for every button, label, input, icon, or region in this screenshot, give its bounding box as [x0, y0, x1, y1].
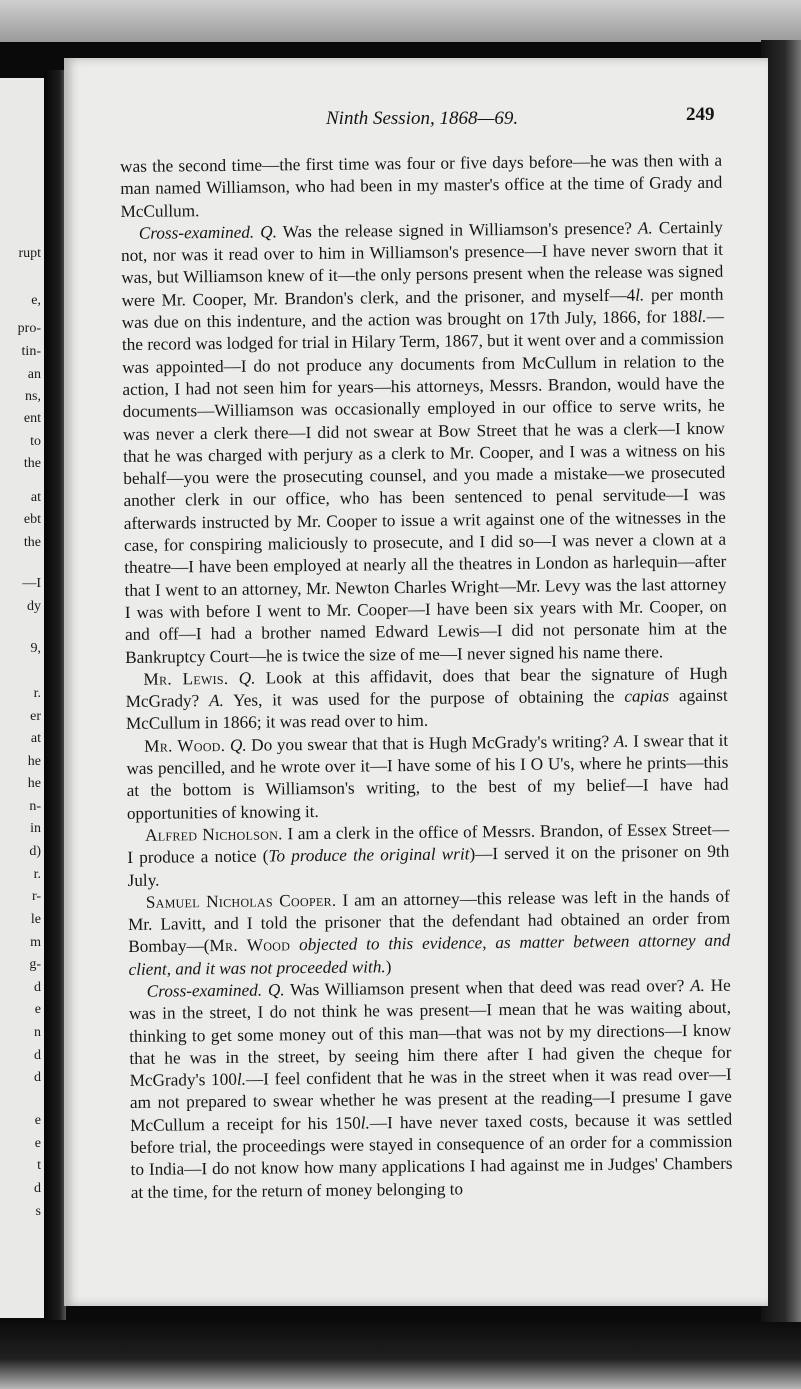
scan-background-top [0, 0, 801, 42]
facing-page-fragment: e [34, 1002, 41, 1017]
paragraph-p1 [120, 150, 723, 223]
facing-page-fragment: t [37, 1158, 41, 1173]
paragraph-p6 [128, 885, 731, 980]
text-run: per month was due on this indenture, and the action was brought on 17th July, 1866, for 188 [121, 284, 724, 333]
text-run: l. [635, 285, 645, 305]
facing-page-fragment: ebt [23, 512, 41, 527]
facing-page-fragment: s [35, 1204, 41, 1219]
facing-page-fragment: n [34, 1025, 41, 1040]
page-header [64, 104, 768, 138]
facing-page-fragment: d [34, 1070, 41, 1085]
text-run: Cross-examined. [146, 980, 263, 1001]
paragraph-p4 [126, 729, 729, 824]
text-run: He was in the street, I do not think he was present—I mean that he was waiting about, thinking to get some money out of this man—that was not by my directions—I know that he was in the street, by seeing him there after I had given the cheque for McGrady's 100 [128, 975, 732, 1091]
facing-page-fragment: e, [31, 293, 41, 308]
facing-page-fragment: the [23, 456, 41, 471]
facing-page-fragment: n- [29, 799, 41, 814]
text-run: A. [208, 691, 224, 711]
facing-page-fragment: r- [31, 889, 41, 904]
facing-page-fragment: 9, [30, 641, 41, 656]
facing-page-fragment: rupt [18, 246, 41, 261]
text-run: Was the release signed in Williamson's presence? [276, 218, 639, 242]
text-run: I am an attorney—this release was left in the hands of Mr. Lavitt, and I told the prisoner that the defendant had obtained an order from Bombay—( [127, 886, 731, 957]
text-run: Mr. Lewis. [143, 668, 229, 689]
text-run [228, 669, 238, 688]
text-run: Certainly not, nor was it read over to him in Williamson's presence—I have never sworn that it was, but Williamson knew of it—the only persons present when the release was signed were Mr. Cooper, Mr. Brandon's clerk, and the prisoner, and myself—4 [120, 217, 724, 310]
facing-page-fragment: an [27, 367, 41, 382]
text-run: capias [624, 686, 670, 706]
text-run: I am a clerk in the office of Messrs. Brandon, of Essex Street—I produce a notice ( [127, 819, 730, 868]
facing-page-fragment: in [30, 821, 41, 836]
facing-page-fragment: at [30, 731, 41, 746]
text-run: Yes, it was used for the purpose of obtaining the [223, 686, 625, 711]
text-run: Samuel Nicholas Cooper. [145, 890, 337, 912]
text-run: objected to this evidence, as matter between attorney and client, and it was not proceeded with. [128, 931, 731, 979]
page-number: 249 [686, 104, 715, 125]
text-run: Cross-examined. [138, 222, 255, 243]
text-run: Q. [229, 735, 247, 755]
text-run: l. [697, 306, 707, 327]
text-run: l. [236, 1069, 247, 1089]
facing-page-fragment: d [34, 980, 41, 995]
text-run: A. [613, 731, 629, 751]
text-run: Do you swear that that is Hugh McGrady's writing? [246, 731, 614, 755]
facing-page-fragment: dy [27, 599, 41, 614]
text-run: was the second time—the first time was four or five days before—he was then with a man named Williamson, who had been in my master's office at the time of Grady and McCullum. [120, 150, 723, 221]
facing-page-fragment: pro- [17, 321, 41, 336]
facing-page-fragment: at [30, 490, 41, 505]
text-run: )—I served it on the prisoner on 9th July. [127, 841, 730, 890]
facing-page-fragment: r. [33, 686, 41, 701]
facing-page-fragment: the [23, 535, 41, 550]
text-run: Q. [260, 222, 278, 242]
facing-page-fragment: d [34, 1181, 41, 1196]
text-run: A. [689, 975, 705, 996]
facing-page-fragment: ns, [25, 389, 41, 404]
paragraph-p5 [127, 819, 730, 892]
facing-page-fragment: he [27, 754, 41, 769]
facing-page-fragment: to [30, 434, 41, 449]
facing-page-fragment: d [34, 1048, 41, 1063]
text-run [290, 936, 299, 955]
text-run: Mr. Wood [209, 935, 291, 956]
text-run: —I feel confident that he was in the street when it was read over—I am not prepared to swear whether he was present at the reading—I presume I gave McCullum a receipt for his 150 [129, 1064, 732, 1135]
facing-page-fragment: r. [33, 867, 41, 882]
facing-page-fragment: e [34, 1136, 41, 1151]
facing-page-fragment: ent [23, 411, 41, 426]
text-run: Look at this affidavit, does that bear the signature of Hugh McGrady? [125, 663, 728, 712]
facing-page-fragment: le [30, 912, 41, 927]
text-run: Mr. Wood. [144, 735, 226, 756]
facing-page-fragment: tin- [21, 344, 41, 359]
facing-page-fragment: e [34, 1113, 41, 1128]
text-run: Was Williamson present when that deed was read over? [284, 976, 691, 1000]
paragraph-p7 [129, 975, 733, 1204]
facing-page-fragment: —I [22, 576, 41, 591]
text-run: l. [360, 1113, 370, 1133]
paragraph-p3 [125, 662, 728, 735]
facing-page-fragment: d) [29, 844, 41, 859]
text-run: —I have never taxed costs, because it was settled before trial, the proceedings were stayed in consequence of an order for a commission to India—I do not know how many applications I had against me in Judges' Chambers at the time, for the return of money belonging to [130, 1109, 733, 1202]
facing-page-edge [0, 78, 46, 1318]
text-run: To produce the original writ [268, 844, 470, 866]
scan-background-bottom [0, 1322, 801, 1389]
text-run: —the record was lodged for trial in Hilary Term, 1867, but it went over and a commission was appointed—I do not produce any documents from McCullum in relation to the action, I had not seen him for years—his attorneys, Messrs. Brandon, would have the documents—Williamson was occasionally employed in our office to serve writs, he was never a clerk there—I did not swear at Bow Street that he was a clerk—I know that he was charged with perjury as a clerk to Mr. Cooper, and I was a witness on his behalf—you were the prosecuting counsel, and you made a mistake—we prosecuted another clerk in our office, who has been sentenced to penal servitude—I was afterwards instructed by Mr. Cooper to issue a writ against one of the witnesses in the case, for conspiring maliciously to prosecute, and I did so—I was never a clown at a theatre—I have been employed at nearly all the theatres in London as harlequin—after that I went to an attorney, Mr. Newton Charles Wright—Mr. Levy was the last attorney I was with before I went to Mr. Cooper—I have been six years with Mr. Cooper, on and off—I had a brother named Edward Lewis—I did not personate him at the Bankruptcy Court—he is twice the size of me—I never signed his name there. [121, 306, 728, 667]
text-run: against McCullum in 1866; it was read over to him. [125, 685, 728, 734]
facing-page-fragment: he [27, 776, 41, 791]
text-run: Alfred Nicholson. [145, 824, 283, 845]
book-gutter [44, 70, 66, 1320]
facing-page-fragment: g- [29, 957, 41, 972]
text-run: A. [637, 218, 653, 238]
text-run: Q. [238, 668, 256, 688]
running-head: Ninth Session, 1868—69. [326, 108, 519, 129]
page-body-text [120, 150, 733, 1204]
book-page [64, 58, 768, 1306]
paragraph-p2 [121, 217, 728, 669]
text-run: I swear that it was pencilled, and he wrote over it—I have some of his I O U's, where he prints—this at the bottom is Williamson's writing, to the best of my belief—I have had opportunities of knowing it. [126, 730, 729, 823]
facing-page-fragment: m [30, 935, 41, 950]
facing-page-fragment: er [30, 709, 41, 724]
text-run: ) [385, 956, 392, 976]
text-run: Q. [267, 980, 285, 1000]
